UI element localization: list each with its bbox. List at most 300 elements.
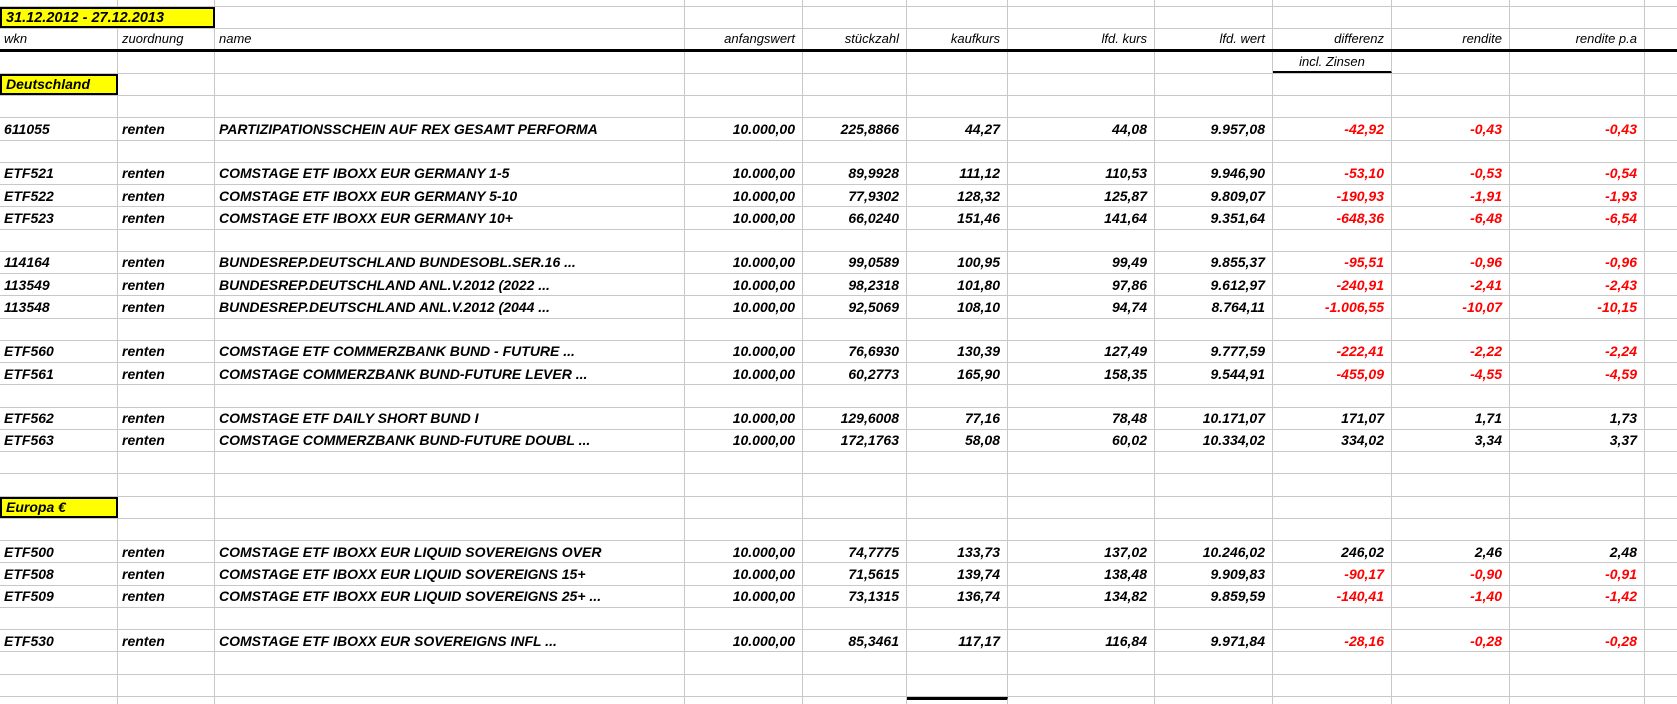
cell-rendite[interactable]: -0,90 <box>1392 563 1510 584</box>
cell-lfd-wert[interactable] <box>1155 141 1273 162</box>
cell-name[interactable]: BUNDESREP.DEUTSCHLAND ANL.V.2012 (2022 ... <box>215 274 685 295</box>
incl-zinsen-label[interactable]: incl. Zinsen <box>1273 52 1392 73</box>
cell-differenz[interactable] <box>1273 96 1392 117</box>
cell-kaufkurs[interactable]: 117,17 <box>907 630 1008 651</box>
cell[interactable] <box>215 52 685 73</box>
cell-anfangswert[interactable]: 10.000,00 <box>685 563 803 584</box>
cell[interactable] <box>215 0 685 6</box>
cell-wkn[interactable]: 114164 <box>0 252 118 273</box>
cell-wkn[interactable]: ETF521 <box>0 163 118 184</box>
cell[interactable] <box>0 0 118 6</box>
cell-name[interactable]: BUNDESREP.DEUTSCHLAND ANL.V.2012 (2044 ... <box>215 296 685 317</box>
cell-zuordnung[interactable] <box>118 652 215 673</box>
cell-stueckzahl[interactable]: 76,6930 <box>803 341 907 362</box>
cell-rendite-pa[interactable] <box>1510 141 1645 162</box>
cell-kaufkurs[interactable] <box>907 74 1008 95</box>
cell-differenz[interactable]: -222,41 <box>1273 341 1392 362</box>
cell-stueckzahl[interactable]: 71,5615 <box>803 563 907 584</box>
cell-name[interactable] <box>215 96 685 117</box>
cell[interactable] <box>118 52 215 73</box>
cell-wkn[interactable]: ETF561 <box>0 363 118 384</box>
cell-rendite[interactable]: -2,22 <box>1392 341 1510 362</box>
cell-lfd-kurs[interactable] <box>1008 74 1155 95</box>
cell-rendite[interactable]: 1,71 <box>1392 408 1510 429</box>
cell[interactable] <box>118 0 215 6</box>
column-header-stueckzahl[interactable]: stückzahl <box>803 29 907 48</box>
cell-differenz[interactable] <box>1273 452 1392 473</box>
cell-differenz[interactable] <box>1273 319 1392 340</box>
cell-anfangswert[interactable]: 10.000,00 <box>685 541 803 562</box>
column-header-anfangswert[interactable]: anfangswert <box>685 29 803 48</box>
cell-name[interactable] <box>215 230 685 251</box>
cell-kaufkurs[interactable]: 128,32 <box>907 185 1008 206</box>
cell-stueckzahl[interactable] <box>803 74 907 95</box>
cell-anfangswert[interactable] <box>685 675 803 696</box>
cell-differenz[interactable]: -1.006,55 <box>1273 296 1392 317</box>
cell-stueckzahl[interactable] <box>803 474 907 495</box>
cell-kaufkurs[interactable]: 133,73 <box>907 541 1008 562</box>
cell-anfangswert[interactable] <box>685 96 803 117</box>
cell[interactable] <box>803 7 907 28</box>
cell[interactable] <box>1392 52 1510 73</box>
cell-empty[interactable] <box>1645 341 1677 362</box>
cell-rendite[interactable]: 3,34 <box>1392 430 1510 451</box>
cell[interactable] <box>1008 0 1155 6</box>
cell-stueckzahl[interactable]: 73,1315 <box>803 586 907 607</box>
cell-lfd-wert[interactable] <box>1155 608 1273 629</box>
cell-empty[interactable] <box>1645 141 1677 162</box>
cell-differenz[interactable]: -190,93 <box>1273 185 1392 206</box>
cell-wkn[interactable] <box>0 385 118 406</box>
cell[interactable] <box>0 52 118 73</box>
cell-wkn[interactable] <box>0 608 118 629</box>
cell-name[interactable]: BUNDESREP.DEUTSCHLAND BUNDESOBL.SER.16 ... <box>215 252 685 273</box>
cell[interactable] <box>1645 29 1677 48</box>
cell-differenz[interactable]: -28,16 <box>1273 630 1392 651</box>
cell-kaufkurs[interactable] <box>907 608 1008 629</box>
cell-wkn[interactable]: ETF509 <box>0 586 118 607</box>
cell-kaufkurs[interactable]: 111,12 <box>907 163 1008 184</box>
cell-wkn[interactable]: ETF508 <box>0 563 118 584</box>
cell-differenz[interactable]: -648,36 <box>1273 207 1392 228</box>
cell-name[interactable]: COMSTAGE ETF DAILY SHORT BUND I <box>215 408 685 429</box>
cell-anfangswert[interactable]: 10.000,00 <box>685 185 803 206</box>
cell-anfangswert[interactable]: 10.000,00 <box>685 408 803 429</box>
cell-stueckzahl[interactable] <box>803 385 907 406</box>
cell-zuordnung[interactable] <box>118 230 215 251</box>
cell-empty[interactable] <box>1645 630 1677 651</box>
cell-empty[interactable] <box>1645 96 1677 117</box>
cell-rendite-pa[interactable] <box>1510 652 1645 673</box>
cell-kaufkurs[interactable] <box>907 519 1008 540</box>
cell-lfd-wert[interactable]: 9.544,91 <box>1155 363 1273 384</box>
cell-anfangswert[interactable]: 10.000,00 <box>685 163 803 184</box>
cell-wkn[interactable]: 113548 <box>0 296 118 317</box>
cell-name[interactable]: COMSTAGE COMMERZBANK BUND-FUTURE LEVER ... <box>215 363 685 384</box>
cell-differenz[interactable]: -455,09 <box>1273 363 1392 384</box>
cell-lfd-wert[interactable] <box>1155 74 1273 95</box>
cell[interactable] <box>1155 697 1273 704</box>
cell-lfd-kurs[interactable]: 110,53 <box>1008 163 1155 184</box>
cell[interactable] <box>1273 7 1392 28</box>
cell-lfd-kurs[interactable]: 94,74 <box>1008 296 1155 317</box>
cell-zuordnung[interactable]: renten <box>118 363 215 384</box>
cell-empty[interactable] <box>1645 319 1677 340</box>
cell-name[interactable]: COMSTAGE ETF IBOXX EUR GERMANY 10+ <box>215 207 685 228</box>
cell-empty[interactable] <box>1645 163 1677 184</box>
cell-zuordnung[interactable] <box>118 141 215 162</box>
cell-zuordnung[interactable]: renten <box>118 408 215 429</box>
cell-zuordnung[interactable]: renten <box>118 163 215 184</box>
cell-lfd-wert[interactable]: 9.946,90 <box>1155 163 1273 184</box>
cell-stueckzahl[interactable] <box>803 452 907 473</box>
cell[interactable] <box>1273 697 1392 704</box>
cell-differenz[interactable] <box>1273 474 1392 495</box>
cell-stueckzahl[interactable]: 77,9302 <box>803 185 907 206</box>
cell-lfd-kurs[interactable] <box>1008 230 1155 251</box>
cell-anfangswert[interactable]: 10.000,00 <box>685 430 803 451</box>
cell-kaufkurs[interactable]: 151,46 <box>907 207 1008 228</box>
cell-lfd-wert[interactable]: 8.764,11 <box>1155 296 1273 317</box>
cell-name[interactable] <box>215 519 685 540</box>
cell-lfd-wert[interactable]: 9.909,83 <box>1155 563 1273 584</box>
cell-kaufkurs[interactable]: 100,95 <box>907 252 1008 273</box>
cell-differenz[interactable] <box>1273 675 1392 696</box>
cell-anfangswert[interactable] <box>685 385 803 406</box>
cell-stueckzahl[interactable]: 172,1763 <box>803 430 907 451</box>
cell-lfd-kurs[interactable] <box>1008 319 1155 340</box>
cell-lfd-kurs[interactable]: 125,87 <box>1008 185 1155 206</box>
cell-name[interactable]: COMSTAGE ETF IBOXX EUR LIQUID SOVEREIGNS 15+ <box>215 563 685 584</box>
cell[interactable] <box>1645 52 1677 73</box>
cell-rendite[interactable]: -0,43 <box>1392 118 1510 139</box>
cell-zuordnung[interactable]: renten <box>118 296 215 317</box>
cell[interactable] <box>1155 7 1273 28</box>
cell-lfd-wert[interactable]: 9.809,07 <box>1155 185 1273 206</box>
cell-lfd-wert[interactable] <box>1155 319 1273 340</box>
cell-empty[interactable] <box>1645 474 1677 495</box>
cell-differenz[interactable] <box>1273 74 1392 95</box>
cell-zuordnung[interactable]: renten <box>118 118 215 139</box>
cell-name[interactable] <box>215 141 685 162</box>
cell-lfd-wert[interactable]: 9.957,08 <box>1155 118 1273 139</box>
cell-stueckzahl[interactable] <box>803 675 907 696</box>
cell[interactable] <box>1510 7 1645 28</box>
cell-rendite[interactable]: -2,41 <box>1392 274 1510 295</box>
cell-stueckzahl[interactable] <box>803 230 907 251</box>
cell-anfangswert[interactable] <box>685 497 803 518</box>
cell[interactable] <box>803 697 907 704</box>
cell-rendite-pa[interactable] <box>1510 497 1645 518</box>
cell-zuordnung[interactable] <box>118 608 215 629</box>
cell-lfd-wert[interactable] <box>1155 474 1273 495</box>
cell-anfangswert[interactable]: 10.000,00 <box>685 252 803 273</box>
cell-wkn[interactable]: 611055 <box>0 118 118 139</box>
cell[interactable] <box>685 697 803 704</box>
cell[interactable] <box>1008 697 1155 704</box>
cell-stueckzahl[interactable]: 85,3461 <box>803 630 907 651</box>
cell-differenz[interactable] <box>1273 519 1392 540</box>
cell-kaufkurs[interactable]: 44,27 <box>907 118 1008 139</box>
cell-empty[interactable] <box>1645 230 1677 251</box>
cell-lfd-wert[interactable]: 10.171,07 <box>1155 408 1273 429</box>
cell-kaufkurs[interactable]: 136,74 <box>907 586 1008 607</box>
cell[interactable] <box>907 7 1008 28</box>
cell-empty[interactable] <box>1645 274 1677 295</box>
cell-empty[interactable] <box>1645 608 1677 629</box>
cell-lfd-kurs[interactable]: 116,84 <box>1008 630 1155 651</box>
cell-stueckzahl[interactable]: 129,6008 <box>803 408 907 429</box>
cell-empty[interactable] <box>1645 207 1677 228</box>
cell-differenz[interactable]: -240,91 <box>1273 274 1392 295</box>
cell-rendite-pa[interactable] <box>1510 608 1645 629</box>
cell-anfangswert[interactable] <box>685 452 803 473</box>
cell-empty[interactable] <box>1645 363 1677 384</box>
cell-zuordnung[interactable] <box>118 319 215 340</box>
cell[interactable] <box>1510 697 1645 704</box>
cell-wkn[interactable]: ETF523 <box>0 207 118 228</box>
cell-anfangswert[interactable] <box>685 652 803 673</box>
cell-name[interactable] <box>215 474 685 495</box>
cell-zuordnung[interactable]: renten <box>118 274 215 295</box>
cell-rendite-pa[interactable]: -0,96 <box>1510 252 1645 273</box>
cell-stueckzahl[interactable]: 99,0589 <box>803 252 907 273</box>
cell-rendite-pa[interactable]: -10,15 <box>1510 296 1645 317</box>
cell[interactable] <box>1645 697 1677 704</box>
cell-anfangswert[interactable]: 10.000,00 <box>685 363 803 384</box>
cell-stueckzahl[interactable]: 74,7775 <box>803 541 907 562</box>
cell-lfd-kurs[interactable] <box>1008 474 1155 495</box>
cell-name[interactable]: COMSTAGE ETF IBOXX EUR SOVEREIGNS INFL ... <box>215 630 685 651</box>
cell-lfd-wert[interactable] <box>1155 519 1273 540</box>
cell-rendite-pa[interactable]: -0,28 <box>1510 630 1645 651</box>
cell-name[interactable]: COMSTAGE ETF IBOXX EUR GERMANY 1-5 <box>215 163 685 184</box>
cell-name[interactable]: COMSTAGE ETF COMMERZBANK BUND - FUTURE ... <box>215 341 685 362</box>
cell-rendite[interactable] <box>1392 230 1510 251</box>
cell-differenz[interactable] <box>1273 230 1392 251</box>
cell-stueckzahl[interactable] <box>803 497 907 518</box>
cell-differenz[interactable] <box>1273 385 1392 406</box>
cell-rendite[interactable] <box>1392 519 1510 540</box>
column-header-wkn[interactable]: wkn <box>0 29 118 48</box>
cell-name[interactable]: PARTIZIPATIONSSCHEIN AUF REX GESAMT PERFORMA <box>215 118 685 139</box>
cell-zuordnung[interactable] <box>118 474 215 495</box>
cell-zuordnung[interactable] <box>118 519 215 540</box>
cell-empty[interactable] <box>1645 118 1677 139</box>
cell-name[interactable] <box>215 74 685 95</box>
cell-anfangswert[interactable] <box>685 319 803 340</box>
cell-differenz[interactable] <box>1273 652 1392 673</box>
cell-anfangswert[interactable] <box>685 141 803 162</box>
cell[interactable] <box>118 697 215 704</box>
cell-name[interactable]: COMSTAGE ETF IBOXX EUR LIQUID SOVEREIGNS OVER <box>215 541 685 562</box>
cell-differenz[interactable]: -140,41 <box>1273 586 1392 607</box>
cell-rendite-pa[interactable]: -1,42 <box>1510 586 1645 607</box>
cell-rendite-pa[interactable]: 1,73 <box>1510 408 1645 429</box>
cell-lfd-kurs[interactable] <box>1008 675 1155 696</box>
column-header-name[interactable]: name <box>215 29 685 48</box>
cell-zuordnung[interactable] <box>118 74 215 95</box>
cell-stueckzahl[interactable] <box>803 96 907 117</box>
date-range-cell[interactable]: 31.12.2012 - 27.12.2013 <box>0 7 215 28</box>
cell-name[interactable] <box>215 675 685 696</box>
cell-empty[interactable] <box>1645 497 1677 518</box>
cell-lfd-kurs[interactable] <box>1008 141 1155 162</box>
cell-lfd-wert[interactable] <box>1155 675 1273 696</box>
cell-rendite-pa[interactable]: -4,59 <box>1510 363 1645 384</box>
cell-lfd-kurs[interactable]: 158,35 <box>1008 363 1155 384</box>
cell-lfd-wert[interactable]: 9.859,59 <box>1155 586 1273 607</box>
cell-anfangswert[interactable] <box>685 74 803 95</box>
cell-zuordnung[interactable] <box>118 96 215 117</box>
cell-anfangswert[interactable]: 10.000,00 <box>685 341 803 362</box>
cell-anfangswert[interactable]: 10.000,00 <box>685 118 803 139</box>
cell-kaufkurs[interactable] <box>907 141 1008 162</box>
cell-wkn[interactable] <box>0 675 118 696</box>
cell-empty[interactable] <box>1645 296 1677 317</box>
cell-rendite-pa[interactable]: 3,37 <box>1510 430 1645 451</box>
cell-stueckzahl[interactable]: 92,5069 <box>803 296 907 317</box>
cell-zuordnung[interactable] <box>118 452 215 473</box>
cell-rendite-pa[interactable] <box>1510 474 1645 495</box>
cell-wkn[interactable]: 113549 <box>0 274 118 295</box>
cell-kaufkurs[interactable]: 101,80 <box>907 274 1008 295</box>
cell-rendite[interactable]: -1,91 <box>1392 185 1510 206</box>
cell-rendite[interactable]: -0,96 <box>1392 252 1510 273</box>
cell-zuordnung[interactable] <box>118 675 215 696</box>
cell-anfangswert[interactable] <box>685 519 803 540</box>
cell-rendite-pa[interactable] <box>1510 96 1645 117</box>
cell-empty[interactable] <box>1645 519 1677 540</box>
cell-rendite-pa[interactable] <box>1510 230 1645 251</box>
cell-name[interactable] <box>215 497 685 518</box>
column-header-zuordnung[interactable]: zuordnung <box>118 29 215 48</box>
cell-lfd-kurs[interactable] <box>1008 519 1155 540</box>
cell-name[interactable] <box>215 452 685 473</box>
column-header-lfd-kurs[interactable]: lfd. kurs <box>1008 29 1155 48</box>
cell-wkn[interactable] <box>0 652 118 673</box>
cell[interactable] <box>1510 0 1645 6</box>
cell-lfd-kurs[interactable]: 78,48 <box>1008 408 1155 429</box>
cell-rendite-pa[interactable] <box>1510 74 1645 95</box>
cell-rendite-pa[interactable]: -0,91 <box>1510 563 1645 584</box>
cell-lfd-wert[interactable]: 9.351,64 <box>1155 207 1273 228</box>
cell-rendite[interactable] <box>1392 608 1510 629</box>
cell-rendite-pa[interactable]: -0,54 <box>1510 163 1645 184</box>
cell-kaufkurs[interactable] <box>907 474 1008 495</box>
cell-lfd-kurs[interactable]: 127,49 <box>1008 341 1155 362</box>
cell-zuordnung[interactable]: renten <box>118 207 215 228</box>
cell-wkn[interactable] <box>0 319 118 340</box>
cell-differenz[interactable] <box>1273 497 1392 518</box>
cell[interactable] <box>1273 0 1392 6</box>
cell[interactable] <box>215 697 685 704</box>
column-header-rendite[interactable]: rendite <box>1392 29 1510 48</box>
cell-wkn[interactable]: ETF500 <box>0 541 118 562</box>
cell[interactable] <box>1510 52 1645 73</box>
cell-empty[interactable] <box>1645 452 1677 473</box>
cell-rendite-pa[interactable] <box>1510 675 1645 696</box>
cell-differenz[interactable] <box>1273 608 1392 629</box>
cell-rendite[interactable]: 2,46 <box>1392 541 1510 562</box>
cell[interactable] <box>1155 0 1273 6</box>
cell-rendite[interactable]: -6,48 <box>1392 207 1510 228</box>
cell-rendite-pa[interactable]: 2,48 <box>1510 541 1645 562</box>
cell-anfangswert[interactable] <box>685 230 803 251</box>
cell[interactable] <box>1645 0 1677 6</box>
cell-empty[interactable] <box>1645 430 1677 451</box>
cell-name[interactable]: COMSTAGE COMMERZBANK BUND-FUTURE DOUBL ... <box>215 430 685 451</box>
cell-empty[interactable] <box>1645 74 1677 95</box>
cell[interactable] <box>1008 7 1155 28</box>
section-header-cell[interactable]: Europa € <box>0 497 118 518</box>
cell-wkn[interactable]: ETF522 <box>0 185 118 206</box>
cell-wkn[interactable]: ETF560 <box>0 341 118 362</box>
cell[interactable] <box>215 7 685 28</box>
cell-differenz[interactable]: -90,17 <box>1273 563 1392 584</box>
cell-stueckzahl[interactable]: 60,2773 <box>803 363 907 384</box>
cell-name[interactable] <box>215 385 685 406</box>
cell-empty[interactable] <box>1645 541 1677 562</box>
cell-kaufkurs[interactable] <box>907 452 1008 473</box>
cell-empty[interactable] <box>1645 675 1677 696</box>
cell-rendite-pa[interactable]: -6,54 <box>1510 207 1645 228</box>
cell-kaufkurs[interactable] <box>907 319 1008 340</box>
cell-rendite[interactable]: -4,55 <box>1392 363 1510 384</box>
cell-stueckzahl[interactable]: 225,8866 <box>803 118 907 139</box>
cell-empty[interactable] <box>1645 185 1677 206</box>
cell-lfd-wert[interactable] <box>1155 230 1273 251</box>
cell-anfangswert[interactable]: 10.000,00 <box>685 630 803 651</box>
cell-kaufkurs[interactable]: 139,74 <box>907 563 1008 584</box>
cell-rendite[interactable] <box>1392 74 1510 95</box>
cell-rendite[interactable] <box>1392 452 1510 473</box>
cell-rendite[interactable] <box>1392 141 1510 162</box>
cell-lfd-wert[interactable]: 10.334,02 <box>1155 430 1273 451</box>
cell-differenz[interactable]: 246,02 <box>1273 541 1392 562</box>
cell-rendite[interactable]: -0,53 <box>1392 163 1510 184</box>
cell-kaufkurs[interactable]: 130,39 <box>907 341 1008 362</box>
cell-name[interactable] <box>215 652 685 673</box>
cell-zuordnung[interactable]: renten <box>118 563 215 584</box>
cell-wkn[interactable] <box>0 452 118 473</box>
column-header-rendite-pa[interactable]: rendite p.a <box>1510 29 1645 48</box>
cell-lfd-kurs[interactable]: 99,49 <box>1008 252 1155 273</box>
cell-zuordnung[interactable]: renten <box>118 630 215 651</box>
cell-kaufkurs[interactable]: 77,16 <box>907 408 1008 429</box>
cell[interactable] <box>907 52 1008 73</box>
cell-lfd-kurs[interactable]: 44,08 <box>1008 118 1155 139</box>
cell-empty[interactable] <box>1645 586 1677 607</box>
cell-lfd-wert[interactable] <box>1155 96 1273 117</box>
cell-kaufkurs[interactable] <box>907 652 1008 673</box>
cell-kaufkurs[interactable] <box>907 96 1008 117</box>
cell-rendite-pa[interactable] <box>1510 385 1645 406</box>
cell[interactable] <box>803 0 907 6</box>
cell-empty[interactable] <box>1645 563 1677 584</box>
cell-wkn[interactable] <box>0 474 118 495</box>
cell-wkn[interactable] <box>0 96 118 117</box>
cell-stueckzahl[interactable] <box>803 519 907 540</box>
cell-anfangswert[interactable] <box>685 474 803 495</box>
cell-empty[interactable] <box>1645 408 1677 429</box>
cell-lfd-kurs[interactable]: 134,82 <box>1008 586 1155 607</box>
cell[interactable] <box>685 7 803 28</box>
cell-stueckzahl[interactable]: 98,2318 <box>803 274 907 295</box>
cell-lfd-kurs[interactable] <box>1008 608 1155 629</box>
cell-wkn[interactable]: ETF530 <box>0 630 118 651</box>
cell-name[interactable]: COMSTAGE ETF IBOXX EUR GERMANY 5-10 <box>215 185 685 206</box>
